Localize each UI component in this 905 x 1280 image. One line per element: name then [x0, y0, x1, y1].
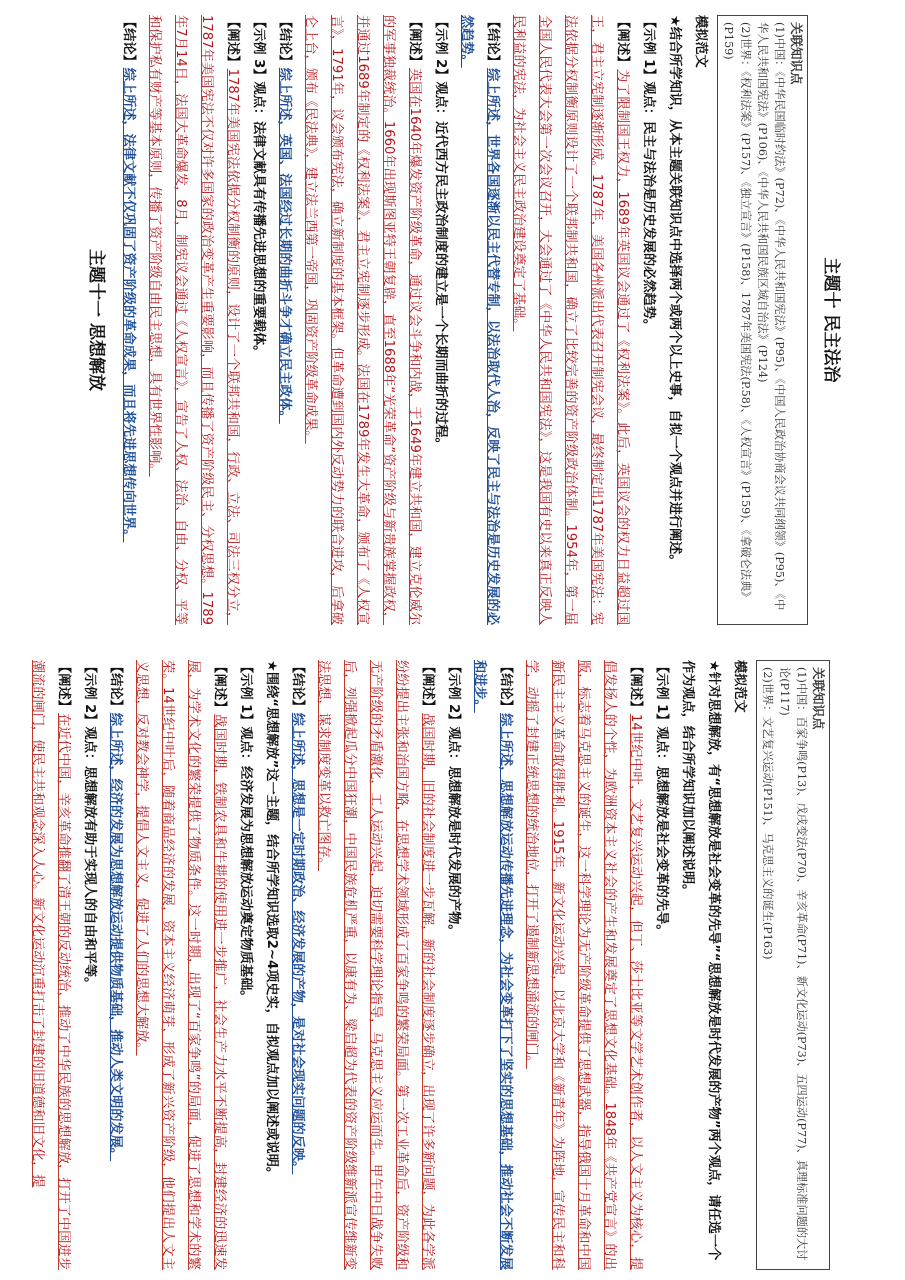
example-tag: 【示例 1】观点：: [641, 15, 656, 122]
example-claim: 思想解放是时代发展的产物。: [446, 766, 461, 938]
task-prompt-2: ★围绕“思想解放”这一主题，结合所学知识选取2~4项史实，自拟观点加以阐述或说明。: [264, 660, 279, 1181]
explanation-text: 为了限制国王权力，1689年英国议会通过了《权利法案》。此后，英国议会的权力日益超过国王，君主立宪制逐渐形成。1787年，美国各州派出代表召开制宪会议，最终制定出1787年美国宪法：宪法依据分权制衡原则设计了一个联邦制共和国，确立了比较完善的资产阶级政治体制。1954年，第一届全国人民代表大会第一次会议召开，大会通过了《中华人民共和国宪法》，这是我国有史以来真正反映人民利益的宪法，为社会主义民主政治建设奠定了基础。: [511, 15, 630, 626]
task-prompt: ★针对思想解放，有“思想解放是社会变革的先导”“思想解放是时代发展的产物”两个观点，请任选一个作为观点，结合所学知识加以阐述说明。: [680, 660, 721, 1261]
example-4-explanation: [24, 660, 76, 1270]
conclusion-tag: 【结论】: [108, 660, 123, 713]
example-1: [648, 660, 674, 1270]
explanation-text: 1787年美国宪法依据分权制衡的原则，设计了一个联邦共和国，行政、立法、司法三权分立，1787年美国宪法不仅对许多国家的政治变革产生重要影响，而且传播了资产阶级民主、分权思想。1789年7月14日，法国大革命爆发，8月，制宪议会通过《人权宣言》，宣告了人权、法治、自由、分权、平等和保护私有财产等基本原则，传播了资产阶级自由民主思想，具有世界性影响。: [147, 15, 240, 625]
related-knowledge-world: (2)世界：《权利法案》(P157)、《独立宣言》(P158)、1787年美国宪法(P.58)、《人权宣言》(P159)、《拿破仑法典》(P159): [722, 22, 752, 603]
example-2-conclusion: [271, 15, 297, 625]
explanation-text: 14世纪中叶，文艺复兴运动兴起，但丁、莎士比亚等文学艺术创作者，以人文主义为核心，提倡发扬人的个性，为欧洲资本主义社会的产生和发展奠定了思想文化基础。1848年《共产党宣言》的出版，标志着马克思主义的诞生，这一科学理论为无产阶级革命提供了思想武器，指导俄国十月革命和中国新民主主义革命取得胜利。1915年，新文化运动兴起，以北京大学和《新青年》为阵地，宣传民主和科学，动摇了封建正统思想的统治地位，打开了遏制新思想涌流的闸门。: [524, 660, 643, 1271]
conclusion-text: 综上所述，法律文献不仅巩固了资产阶级的革命成果，而且将先进思想传向世界。: [121, 67, 136, 543]
conclusion-text: 综上所述，经济的发展为思想解放运动提供物质基础，推动人类文明的发展。: [108, 712, 123, 1162]
example-tag: 【示例 3】观点：: [251, 15, 266, 122]
example-claim: 民主与法治是历史发展的必然趋势。: [641, 121, 656, 333]
next-section-title: 主题十一 思想解放: [86, 249, 106, 391]
related-knowledge-world: (2)世界：文艺复兴运动(P151)、马克思主义的诞生(P163): [761, 667, 774, 960]
example-2: [427, 15, 453, 625]
explanation-tag: 【阐述】: [225, 15, 240, 69]
example-2: [440, 660, 466, 1270]
example-2-conclusion: [284, 660, 310, 1270]
example-3-explanation: [141, 15, 245, 625]
example-1-explanation: [505, 15, 635, 625]
related-knowledge-china: (1)中国：《中华民国临时约法》(P72)、《中华人民共和国宪法》(P95)、《中国人民政治协商会议共同纲领》(P95)、《中华人民共和国宪法》(P106)、《中华人民共和国民族区域自治法》(P124): [756, 22, 786, 611]
example-tag: 【示例 1】观点：: [238, 660, 253, 767]
example-1-conclusion: [453, 15, 505, 625]
related-knowledge-china: (1)中国：百家争鸣(P13)、戊戌变法(P70)、辛亥革命(P71)、新文化运动(P73)、五四运动(P77)、真理标准问题的大讨论(P117): [778, 667, 808, 1261]
task-prompt: ★结合所学知识，从本主题关联知识点中选择两个或两个以上史事，自拟一个观点并进行阐述。: [667, 15, 682, 568]
model-essay-heading: 模拟范文: [693, 15, 708, 68]
related-knowledge-title: 关联知识点: [811, 667, 826, 730]
example-3: [232, 660, 258, 1270]
bottom-document-page: [8, 660, 830, 1270]
explanation-tag: 【阐述】: [615, 15, 630, 70]
example-1-conclusion: [466, 660, 518, 1270]
example-3-conclusion: [115, 15, 141, 625]
example-claim: 法律文献具有传播先进思想的重要载体。: [251, 121, 266, 359]
example-claim: 经济发展为思想解放运动奠定物质基础。: [238, 766, 253, 1004]
example-claim: 近代西方民主政治制度的建立是一个长期而曲折的过程。: [433, 121, 448, 451]
conclusion-tag: 【结论】: [277, 15, 292, 68]
example-claim: 思想解放是社会变革的先导。: [654, 766, 669, 938]
explanation-tag: 【阐述】: [407, 15, 422, 68]
model-essay-heading: 模拟范文: [732, 660, 747, 713]
conclusion-text: 综上所述，世界各国逐渐以民主代替专制，以法治取代人治，反映了民主与法治是历史发展的必然趋势。: [459, 15, 500, 626]
conclusion-tag: 【结论】: [498, 660, 513, 714]
example-3-explanation: [128, 660, 232, 1270]
explanation-text: 在近代中国，辛亥革命推翻了清王朝的反动统治，推动了中华民族的思想解放，打开了中国进步潮流的闸门，使民主共和观念深入人心。新文化运动沉重打击了封建的旧道德和旧文化，提: [30, 660, 71, 1271]
example-1: [635, 15, 661, 625]
explanation-tag: 【阐述】: [628, 660, 643, 714]
conclusion-tag: 【结论】: [485, 15, 500, 69]
example-4: [76, 660, 102, 1270]
example-2-explanation: [297, 15, 427, 625]
example-1-explanation: [518, 660, 648, 1270]
example-claim: 思想解放有助于实现人的自由和平等。: [82, 766, 97, 991]
conclusion-text: 综上所述，思想是一定时期政治、经济发展的产物，是对社会现实问题的反映。: [290, 712, 305, 1175]
example-3: [245, 15, 271, 625]
related-knowledge-box: [756, 660, 830, 1270]
related-knowledge-title: 关联知识点: [789, 22, 804, 85]
conclusion-tag: 【结论】: [121, 15, 136, 68]
explanation-tag: 【阐述】: [420, 660, 435, 714]
related-knowledge-box: [717, 15, 808, 625]
example-tag: 【示例 1】观点：: [654, 660, 669, 767]
explanation-tag: 【阐述】: [56, 660, 71, 714]
example-2-explanation: [310, 660, 440, 1270]
section-title: 主题十 民主法治: [821, 257, 841, 383]
explanation-text: 英国在1640年爆发资产阶级革命，通过议会斗争和内战，于1649年建立共和国，建立克伦威尔的军事独裁统治。1660年出现斯图亚特王朝复辟，直至1688年“光荣革命”资产阶级与新贵族掌握政权，并通过1689年制定的《权利法案》，君主立宪制逐步形成。法国在1789年发生大革命，颁布了《人权宣言》，1791年，议会颁布宪法，确立新制度的基本框架。但革命遭到国内外反动势力的联合进攻，后拿破仑上台，颁布《民法典》，建立法兰西第一帝国，巩固资产阶级革命成果。: [303, 15, 422, 626]
example-tag: 【示例 2】观点：: [446, 660, 461, 767]
example-3-conclusion: [102, 660, 128, 1270]
top-document-page: [26, 15, 848, 625]
example-tag: 【示例 2】观点：: [82, 660, 97, 767]
conclusion-text: 综上所述，思想解放运动传播先进理念，为社会变革打下了坚实的思想基础，推动社会不断发展和进步。: [472, 660, 513, 1271]
explanation-text: 战国时期，铁制农具和牛耕的使用进一步推广，社会生产力水平不断提高，封建经济的迅速发展，为学术文化的繁荣提供了物质条件。这一时期，出现了“百家争鸣”的局面，促进了思想和学术的繁荣。14世纪中叶后，随着商品经济的发展，资本主义经济萌芽，形成了新兴资产阶级，他们提出人文主义思想，反对教会神学，提倡人文主义，促进了人们的思想大解放。: [134, 660, 227, 1271]
conclusion-text: 综上所述，英国、法国经过长期的曲折斗争才确立民主政体。: [277, 67, 292, 424]
conclusion-tag: 【结论】: [290, 660, 305, 713]
example-tag: 【示例 2】观点：: [433, 15, 448, 122]
explanation-tag: 【阐述】: [212, 660, 227, 715]
explanation-text: 战国时期，旧的社会制度进一步瓦解，新的社会制度逐步确立，出现了许多新问题，为此各学派纷纷提出主张和治国方略，在思想学术领域形成了百家争鸣的繁荣局面。第一次工业革命后，资产阶级和无产阶级的矛盾激化，工人运动兴起，迫切需要科学理论指导，马克思主义应运而生。甲午中日战争失败后，列强掀起瓜分中国狂潮，中国民族危机严重，以康有为、梁启超为代表的资产阶级维新派宣传维新变法思想，谋求制度变革以救亡图存。: [316, 660, 435, 1271]
